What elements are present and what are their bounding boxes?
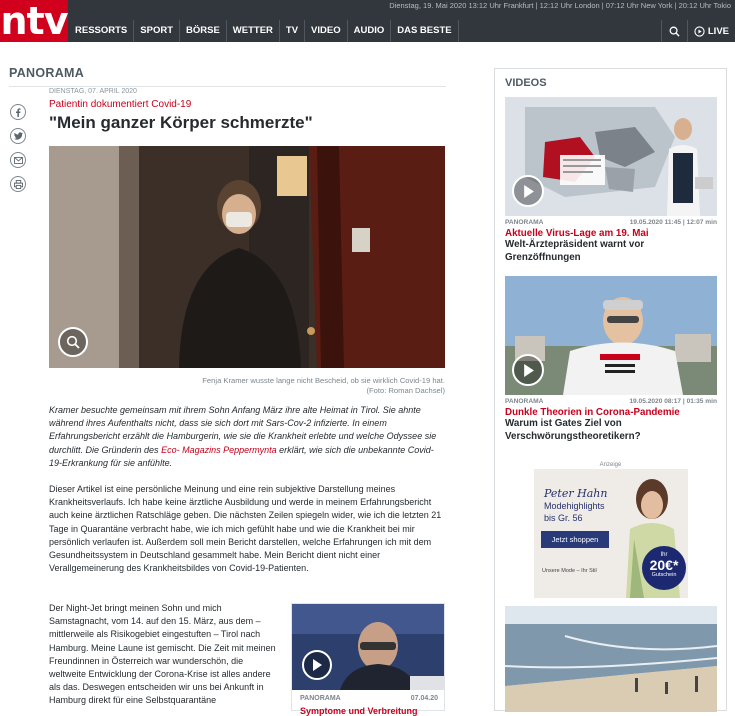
intro-text: Kramer besuchte gemeinsam mit ihrem Sohn Anfang März ihre alte Heimat in Tirol. Sie ahnte während ihres Aufenthalts nicht, dass sie sich dort mit Sars-Cov-2 infizierte. In einem Erfahrungsbericht erzählt die Hamburgerin, wie sie die Krankheit erlebte und welche Odyssee sie durchlitt. Die Gründerin des [49, 405, 437, 455]
article-date: DIENSTAG, 07. APRIL 2020 [49, 88, 137, 95]
play-button[interactable] [512, 354, 544, 386]
article-headline: "Mein ganzer Körper schmerzte" [49, 113, 313, 132]
video-thumbnail[interactable] [505, 606, 717, 712]
video-kicker: Dunkle Theorien in Corona-Pandemie [505, 407, 680, 418]
nav-item-audio[interactable]: AUDIO [348, 20, 392, 42]
live-label: LIVE [707, 25, 729, 37]
badge-value: 20€* [649, 557, 679, 573]
ad-voucher-badge [642, 546, 686, 590]
magnifier-icon [66, 335, 80, 349]
search-button[interactable] [661, 20, 687, 42]
print-icon[interactable] [10, 176, 26, 192]
badge-bottom: Gutschein [651, 572, 677, 578]
intro-text-end: erklärt, wie sich die unbekannte Covid-19-Erkrankung für sie anfühlte. [49, 444, 434, 468]
ad-line: bis Gr. 56 [544, 513, 583, 523]
nav-item-wetter[interactable]: WETTER [227, 20, 280, 42]
time-ticker: Dienstag, 19. Mai 2020 13:12 Uhr Frankfurt | 12:12 Uhr London | 07:12 Uhr New York | 20:12 Uhr Tokio [389, 1, 731, 10]
video-title: Warum ist Gates Ziel von Verschwörungstheoretikern? [505, 418, 641, 442]
video-kicker: Aktuelle Virus-Lage am 19. Mai [505, 228, 649, 239]
badge-top: Ihr [660, 552, 668, 558]
nav-item-video[interactable]: VIDEO [305, 20, 348, 42]
facebook-icon[interactable] [10, 104, 26, 120]
play-button[interactable] [512, 175, 544, 207]
article-paragraph: Dieser Artikel ist eine persönliche Meinung und eine rein subjektive Darstellung meines Krankheitsverlaufs. Ich habe keine ärztliche Ausbildung und werde in meinem Erfahrungsbericht auch keine ärztlichen Ratschläge geben. Die nächsten Zeilen spiegeln wider, wie ich die letzten 21 Tage in Quarantäne verbracht habe, wie ich mich gefühlt habe und wie die Krankheit bei mir persönlich verlaufen ist. Außerdem soll mein Bericht darstellen, welche Erfahrungen ich mit dem Gesundheitssystem in Deutschland gesammelt habe. Mein Bericht dient nicht einer Verallgemeinerung des Krankheitsbildes von Covid-19-Patienten. [49, 484, 442, 574]
nav-item-boerse[interactable]: BÖRSE [180, 20, 227, 42]
divider [9, 86, 446, 87]
play-icon [312, 659, 322, 671]
hero-photo [49, 146, 445, 368]
video-title: Welt-Ärztepräsident warnt vor Grenzöffnungen [505, 239, 645, 263]
article-intro [49, 404, 445, 470]
hero-image[interactable] [49, 146, 445, 368]
nav-item-sport[interactable]: SPORT [134, 20, 180, 42]
caption-text: Fenja Kramer wusste lange nicht Bescheid, ob sie wirklich Covid-19 hat. [202, 376, 445, 385]
advertisement[interactable] [534, 469, 688, 598]
video-section: PANORAMA [505, 398, 544, 405]
play-icon [523, 364, 534, 377]
twitter-icon[interactable] [10, 128, 26, 144]
beach-photo [505, 606, 717, 712]
top-bar [0, 0, 735, 42]
teaser-thumbnail [292, 604, 444, 690]
nav-item-das-beste[interactable]: DAS BESTE [391, 20, 458, 42]
video-date: 19.05.2020 11:45 | 12:07 min [629, 219, 717, 226]
nav-item-tv[interactable]: TV [280, 20, 305, 42]
image-caption [49, 376, 445, 396]
sidebar-title: VIDEOS [505, 77, 547, 89]
video-item[interactable] [505, 97, 717, 264]
video-thumbnail [505, 276, 717, 395]
main-nav [68, 20, 459, 42]
teaser-section: PANORAMA [300, 695, 341, 702]
play-circle-icon [694, 26, 705, 37]
video-meta [505, 398, 717, 405]
video-section: PANORAMA [505, 219, 544, 226]
article-paragraph: Der Night-Jet bringt meinen Sohn und mich Samstagnacht, vom 14. auf den 15. März, aus dem – mittlerweile als Risikogebiet eingestuften – Tirol nach Hamburg. Meine Laune ist gemischt. Die Zeit mit meinen Freundinnen in Österreich war wunderschön, die weltweite Entwicklung der Corona-Krise ist alles andere als das. Deswegen entscheiden wir uns bei Ankunft in Hamburg direkt für eine Selbstquarantäne [49, 603, 276, 706]
article-header [49, 88, 445, 133]
video-item[interactable] [505, 276, 717, 443]
ad-label: Anzeige [599, 462, 622, 468]
play-icon [523, 185, 534, 198]
teaser-meta [300, 695, 438, 702]
video-sidebar [494, 68, 727, 711]
mail-icon[interactable] [10, 152, 26, 168]
search-icon [669, 26, 680, 37]
ntv-logo[interactable]: ntv [0, 0, 68, 43]
article-kicker: Patientin dokumentiert Covid-19 [49, 99, 192, 110]
video-date: 19.05.2020 08:17 | 01:35 min [629, 398, 717, 405]
ad-line: Modehighlights [544, 501, 605, 511]
top-right-controls [661, 20, 735, 42]
ad-logo: Peter Hahn [544, 487, 608, 500]
play-button[interactable] [302, 650, 332, 680]
share-bar [10, 104, 26, 200]
ad-text [544, 500, 605, 524]
ad-shop-button[interactable]: Jetzt shoppen [541, 531, 609, 548]
live-button[interactable] [687, 20, 735, 42]
ad-subline: Unsere Mode – Ihr Stil [542, 568, 597, 574]
section-title[interactable]: PANORAMA [9, 66, 85, 80]
caption-credit: (Foto: Roman Dachsel) [366, 386, 445, 395]
nav-item-ressorts[interactable]: RESSORTS [68, 20, 134, 42]
peppermynta-link[interactable]: Eco- Magazins Peppermynta [161, 444, 277, 455]
video-thumbnail [505, 97, 717, 216]
teaser-title: Symptome und Verbreitung [300, 706, 418, 716]
related-video-teaser[interactable] [291, 603, 445, 716]
zoom-button[interactable] [58, 327, 88, 357]
video-meta [505, 219, 717, 226]
teaser-date: 07.04.20 [410, 695, 438, 702]
